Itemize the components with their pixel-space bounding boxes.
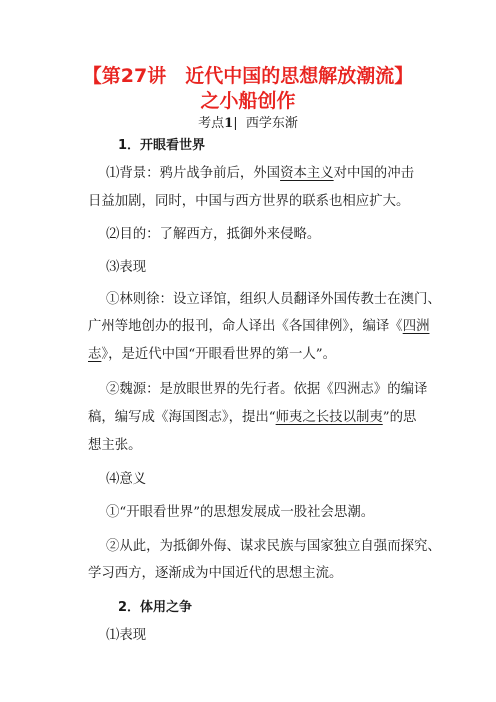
background-text-a: ⑴背景：鸦片战争前后，外国 xyxy=(106,166,281,181)
background-text-b: 对中国的冲击 xyxy=(333,166,414,181)
sizhouzhi-term-b: 志 xyxy=(88,347,102,362)
significance-heading: ⑷意义 xyxy=(106,472,147,487)
capitalism-term: 资本主义 xyxy=(280,166,334,181)
purpose-line: ⑵目的：了解西方，抵御外来侵略。 xyxy=(106,227,321,242)
lin-zexu-text: 广州等地创办的报刊，命人译出《各国律例》，编译《 xyxy=(88,319,403,334)
wei-yuan-line-1: ②魏源：是放眼世界的先行者。依据《四洲志》的编译 xyxy=(106,382,428,397)
background-line-1 xyxy=(106,164,414,184)
lin-zexu-line-1: ①林则徐：设立译馆，组织人员翻译外国传教士在澳门、 xyxy=(106,292,441,307)
wei-yuan-line-2 xyxy=(88,408,416,428)
topic-number: 1 xyxy=(224,116,234,131)
significance-line-3: 学习西方，逐渐成为中国近代的思想主流。 xyxy=(88,566,343,581)
sizhouzhi-term-a: 四洲 xyxy=(402,319,430,334)
significance-line-2: ②从此，为抵御外侮、谋求民族与国家独立自强而探究、 xyxy=(106,539,441,554)
wei-yuan-line-3: 想主张。 xyxy=(88,438,142,453)
topic-prefix: 考点 xyxy=(198,116,225,131)
background-line-2: 日益加剧，同时，中国与西方世界的联系也相应扩大。 xyxy=(88,194,410,209)
lin-zexu-line-2 xyxy=(88,317,429,337)
significance-line-1: ①“开眼看世界”的思想发展成一股社会思潮。 xyxy=(106,505,375,520)
topic-heading xyxy=(0,115,496,133)
wei-yuan-text-b: ”的思 xyxy=(382,410,417,425)
wei-yuan-text-a: 稿，编写成《海国图志》，提出“ xyxy=(88,410,276,425)
section-heading-1: 1．开眼看世界 xyxy=(118,138,206,153)
shiyi-term: 师夷之长技以制夷 xyxy=(275,410,383,425)
manifestation-heading: ⑶表现 xyxy=(106,260,147,275)
lin-zexu-line-3 xyxy=(88,345,336,365)
manifestation-heading-2: ⑴表现 xyxy=(106,628,147,643)
topic-text: 西学东渐 xyxy=(245,116,298,131)
section-heading-2: 2．体用之争 xyxy=(118,600,193,615)
topic-separator: | xyxy=(233,116,238,131)
lesson-title: 【第27讲 近代中国的思想解放潮流】 xyxy=(82,65,414,87)
lin-zexu-text-end: 》，是近代中国“开眼看世界的第一人”。 xyxy=(101,347,337,362)
lesson-subtitle: 之小船创作 xyxy=(200,90,296,112)
